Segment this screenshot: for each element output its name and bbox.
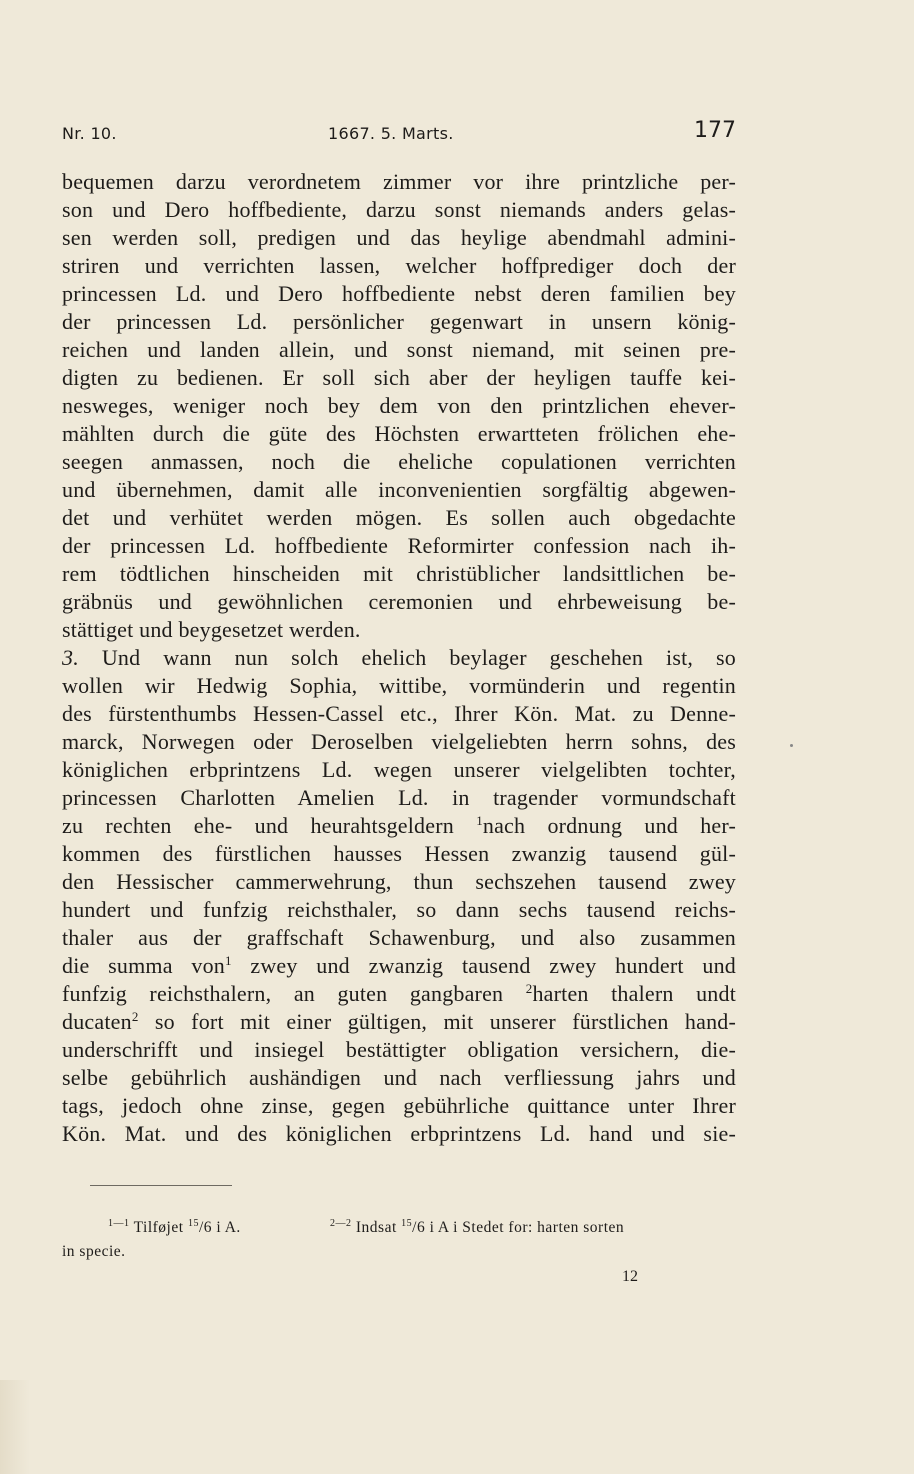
footnote-2-mark: 2—2 bbox=[330, 1218, 352, 1229]
text-segment: harten thalern undt bbox=[532, 981, 737, 1006]
paragraph-number: 3. bbox=[62, 645, 79, 670]
text-line: gräbnüs und gewöhnlichen ceremonien und ehrbeweisung be- bbox=[62, 589, 736, 614]
text-line: digten zu bedienen. Er soll sich aber der heyligen tauffe kei- bbox=[62, 365, 736, 390]
footnote-1-date-rest: /6 i A. bbox=[198, 1219, 241, 1236]
text-line: der princessen Ld. persönlicher gegenwart in unsern könig- bbox=[62, 309, 736, 334]
text-line: tags, jedoch ohne zinse, gegen gebührliche quittance unter Ihrer bbox=[62, 1093, 736, 1118]
text-line: rem tödtlichen hinscheiden mit christüblicher landsittlichen be- bbox=[62, 561, 736, 586]
footnote-2 bbox=[330, 1216, 624, 1240]
page-number: 177 bbox=[694, 118, 736, 143]
text-line: hundert und funfzig reichsthaler, so dann sechs tausend reichs- bbox=[62, 897, 736, 922]
text-segment: zu rechten ehe- und heurahtsgeldern bbox=[62, 813, 454, 838]
text-segment: Und wann nun solch ehelich beylager geschehen ist, so bbox=[101, 645, 736, 670]
text-line: det und verhütet werden mögen. Es sollen auch obgedachte bbox=[62, 505, 736, 530]
footnote-2-continuation: in specie. bbox=[62, 1243, 126, 1260]
text-line: sen werden soll, predigen und das heylige abendmahl admini- bbox=[62, 225, 736, 250]
text-line: seegen anmassen, noch die eheliche copulationen verrichten bbox=[62, 449, 736, 474]
text-line: princessen Ld. und Dero hoffbediente nebst deren familien bey bbox=[62, 281, 736, 306]
text-segment: so fort mit einer gültigen, mit unserer fürstlichen hand- bbox=[138, 1009, 736, 1034]
text-line: des fürstenthumbs Hessen-Cassel etc., Ihrer Kön. Mat. zu Denne- bbox=[62, 701, 736, 726]
text-line: selbe gebührlich aushändigen und nach verfliessung jahrs und bbox=[62, 1065, 736, 1090]
footnote-2-date-num: 15 bbox=[401, 1218, 413, 1229]
text-line: Kön. Mat. und des königlichen erbprintzens Ld. hand und sie- bbox=[62, 1121, 736, 1146]
text-line bbox=[62, 812, 736, 840]
footnote-2-text: Indsat bbox=[355, 1219, 397, 1236]
paper-speck bbox=[790, 744, 793, 747]
section-number: Nr. 10. bbox=[62, 124, 117, 143]
text-line: son und Dero hoffbediente, darzu sonst niemands anders gelas- bbox=[62, 197, 736, 222]
text-line: striren und verrichten lassen, welcher hoffprediger doch der bbox=[62, 253, 736, 278]
footnote-mark: 1 bbox=[476, 813, 483, 828]
document-date: 1667. 5. Marts. bbox=[328, 124, 454, 143]
text-line: königlichen erbprintzens Ld. wegen unserer vielgelibten tochter, bbox=[62, 757, 736, 782]
text-line: wollen wir Hedwig Sophia, wittibe, vormünderin und regentin bbox=[62, 673, 736, 698]
text-line: nesweges, weniger noch bey dem von den printzlichen ehever- bbox=[62, 393, 736, 418]
running-header bbox=[62, 118, 736, 152]
text-line: der princessen Ld. hoffbediente Reformirter confession nach ih- bbox=[62, 533, 736, 558]
signature-mark: 12 bbox=[622, 1268, 638, 1285]
text-line: stättiget und beygesetzet werden. bbox=[62, 617, 361, 642]
text-segment: die summa von bbox=[62, 953, 225, 978]
text-line: bequemen darzu verordnetem zimmer vor ihre printzliche per- bbox=[62, 169, 736, 194]
footnote-1-date-num: 15 bbox=[187, 1218, 199, 1229]
page-edge bbox=[0, 1380, 30, 1474]
text-line: kommen des fürstlichen hausses Hessen zwanzig tausend gül- bbox=[62, 841, 736, 866]
text-segment: ducaten bbox=[62, 1009, 132, 1034]
text-line bbox=[62, 980, 736, 1008]
footnote-1-mark: 1—1 bbox=[108, 1218, 130, 1229]
footnote-mark: 2 bbox=[131, 1009, 139, 1024]
text-segment: zwey und zwanzig tausend zwey hundert und bbox=[231, 953, 737, 978]
text-line: thaler aus der graffschaft Schawenburg, und also zusammen bbox=[62, 925, 736, 950]
text-segment: nach ordnung und her- bbox=[482, 813, 736, 838]
footnote-rule bbox=[90, 1185, 232, 1186]
text-line: reichen und landen allein, und sonst niemand, mit seinen pre- bbox=[62, 337, 736, 362]
footnote-1 bbox=[108, 1216, 241, 1240]
body-text bbox=[62, 168, 736, 1148]
text-line: marck, Norwegen oder Deroselben vielgeliebten herrn sohns, des bbox=[62, 729, 736, 754]
text-line: princessen Charlotten Amelien Ld. in tragender vormundschaft bbox=[62, 785, 736, 810]
text-line: mählten durch die güte des Höchsten erwartteten frölichen ehe- bbox=[62, 421, 736, 446]
text-line bbox=[62, 1008, 736, 1036]
footnote-1-text: Tilføjet bbox=[133, 1219, 184, 1236]
footnote-mark: 1 bbox=[225, 953, 232, 968]
footnote-mark: 2 bbox=[525, 981, 533, 996]
text-line: und übernehmen, damit alle inconvenientien sorgfältig abgewen- bbox=[62, 477, 736, 502]
text-line bbox=[62, 952, 736, 980]
text-segment: funfzig reichsthalern, an guten gangbaren bbox=[62, 981, 504, 1006]
text-line: underschrifft und insiegel bestättigter obligation versichern, die- bbox=[62, 1037, 736, 1062]
footnote-2-date-rest: /6 i A i Stedet for: harten sorten bbox=[412, 1219, 625, 1236]
text-line-paragraph-3 bbox=[62, 644, 736, 672]
text-line: den Hessischer cammerwehrung, thun sechszehen tausend zwey bbox=[62, 869, 736, 894]
